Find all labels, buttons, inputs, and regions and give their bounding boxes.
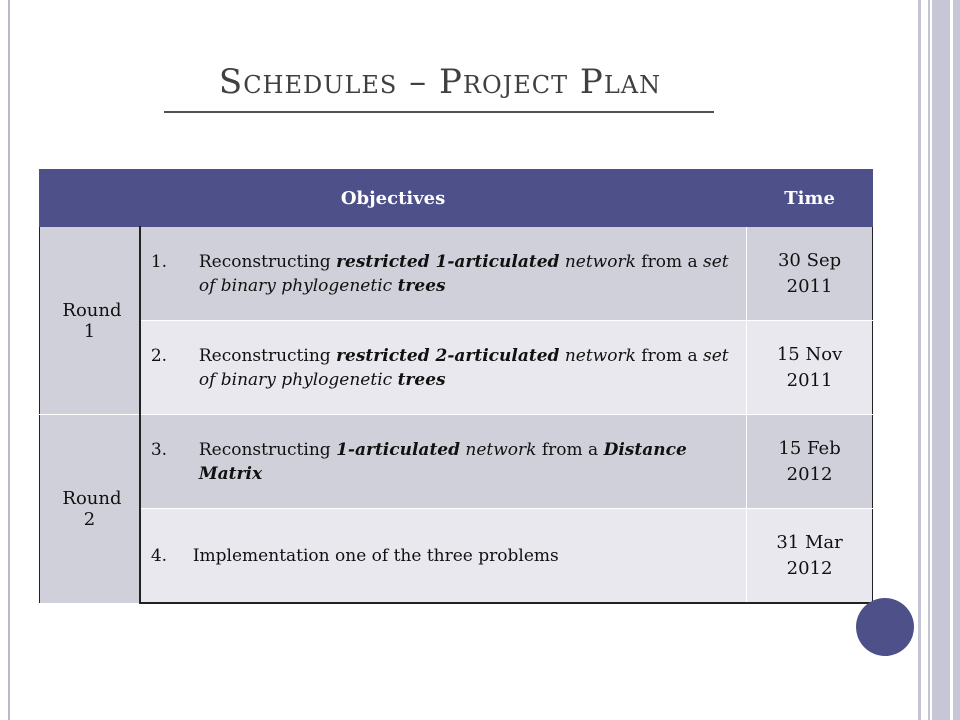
table-header-row — [40, 170, 873, 227]
table-row — [40, 415, 873, 509]
objective-text: Reconstructing restricted 1-articulated network from a set of binary phylogenetic trees — [198, 251, 729, 296]
slide-frame-right — [918, 0, 960, 720]
time-cell: 31 Mar 2012 — [747, 509, 873, 604]
time-cell: 15 Feb 2012 — [747, 415, 873, 509]
round-label: Round 1 — [62, 299, 122, 342]
time-cell: 15 Nov 2011 — [747, 321, 873, 415]
objective-text: Reconstructing 1-articulated network from a Distance Matrix — [198, 439, 687, 484]
objective-cell — [140, 227, 747, 321]
objective-number: 3. — [150, 439, 168, 460]
header-objectives: Objectives — [40, 170, 747, 227]
round-2-cell — [40, 415, 140, 604]
objective-cell — [140, 321, 747, 415]
title-underline — [164, 111, 714, 113]
round-label: Round 2 — [62, 487, 122, 530]
slide-title — [120, 62, 760, 102]
table-row — [40, 227, 873, 321]
table-row — [40, 509, 873, 604]
project-plan-table — [39, 169, 873, 604]
objective-cell — [140, 415, 747, 509]
objective-number: 1. — [150, 251, 168, 272]
slide-frame-left — [8, 0, 10, 720]
objective-cell — [140, 509, 747, 604]
slide-title-text: Schedules – Project Plan — [218, 62, 662, 102]
header-time: Time — [747, 170, 873, 227]
time-cell: 30 Sep 2011 — [747, 227, 873, 321]
objective-number: 2. — [150, 345, 168, 366]
table-row — [40, 321, 873, 415]
objective-text: Reconstructing restricted 2-articulated network from a set of binary phylogenetic trees — [198, 345, 729, 390]
round-1-cell — [40, 227, 140, 415]
objective-number: 4. — [150, 545, 168, 566]
decorative-circle — [856, 598, 914, 656]
objective-text: Implementation one of the three problems — [192, 545, 559, 566]
